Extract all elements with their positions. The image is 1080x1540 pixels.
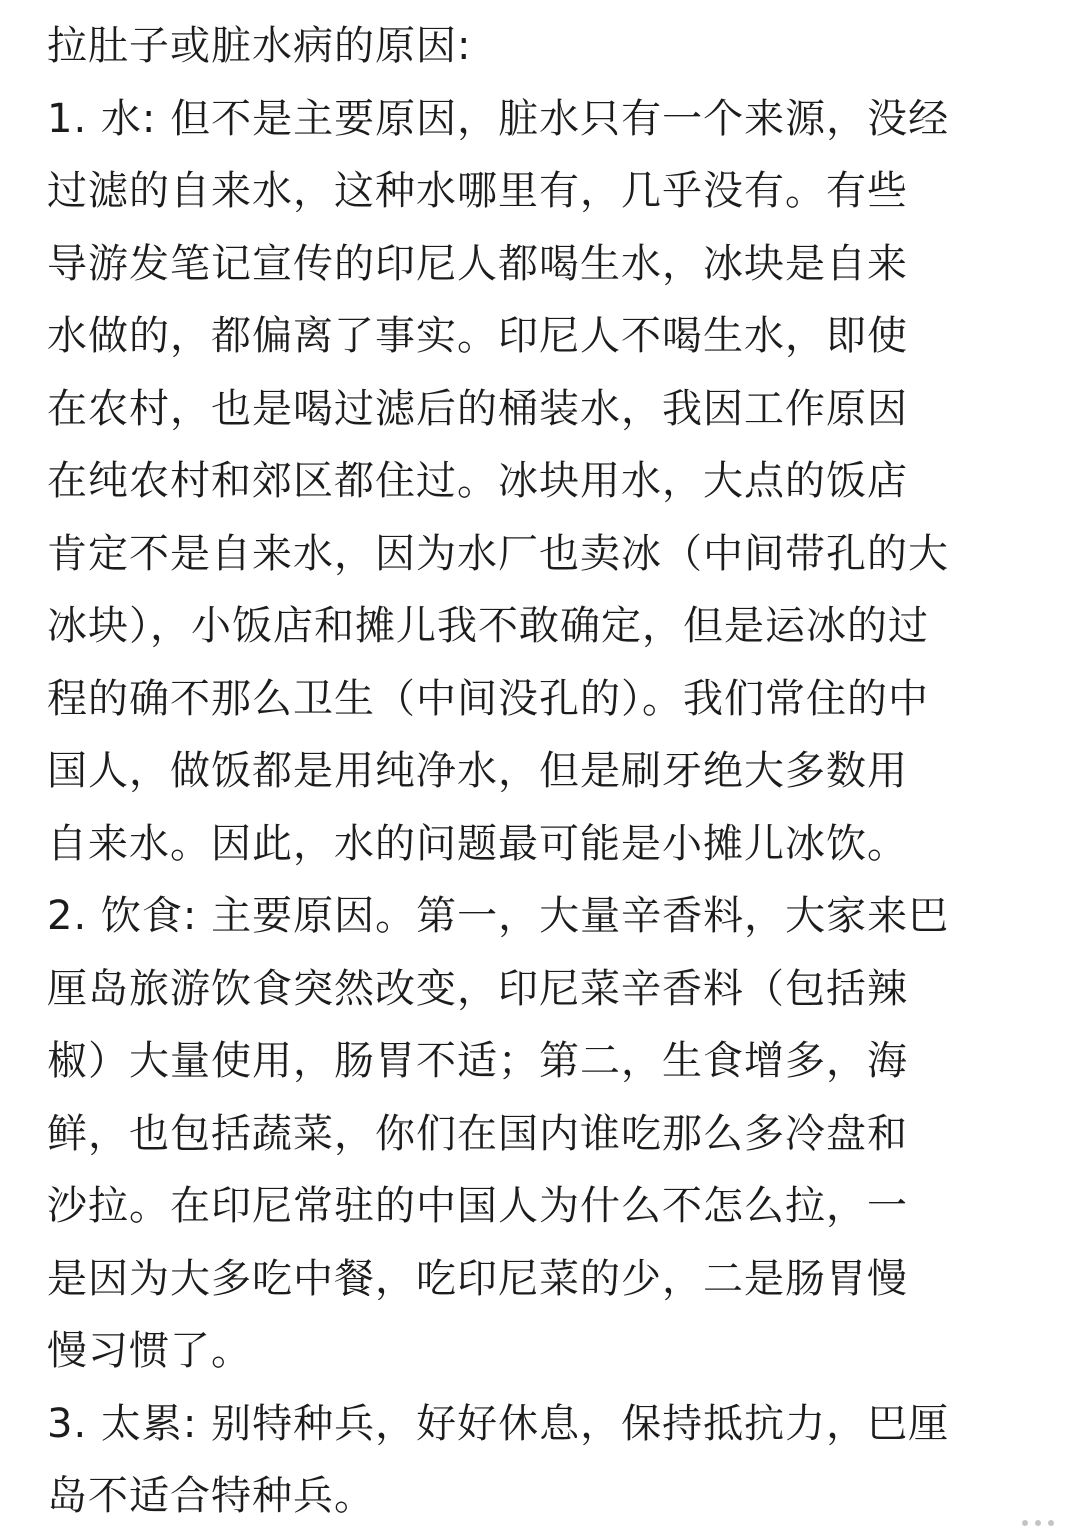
watermark-dots-icon	[1022, 1520, 1054, 1526]
text-line: 2. 饮食: 主要原因。第一，大量辛香料，大家来巴	[47, 893, 950, 939]
text-line: 3. 太累: 别特种兵，好好休息，保持抵抗力，巴厘	[47, 1400, 950, 1447]
section-tired	[47, 1388, 1037, 1533]
text-line: 岛不适合特种兵。	[47, 1473, 375, 1519]
title-line: 拉肚子或脏水病的原因:	[47, 23, 472, 69]
text-line: 鲜，也包括蔬菜，你们在国内谁吃那么多冷盘和	[47, 1110, 908, 1157]
text-line: 是因为大多吃中餐，吃印尼菜的少，二是肠胃慢	[47, 1255, 908, 1302]
text-line: 厘岛旅游饮食突然改变，印尼菜辛香料（包括辣	[47, 965, 908, 1012]
text-line: 在农村，也是喝过滤后的桶装水，我因工作原因	[47, 385, 908, 432]
text-line: 导游发笔记宣传的印尼人都喝生水，冰块是自来	[47, 240, 908, 287]
text-line: 国人，做饭都是用纯净水，但是刷牙绝大多数用	[47, 748, 908, 794]
section-water	[47, 83, 1037, 881]
text-line: 沙拉。在印尼常驻的中国人为什么不怎么拉，一	[47, 1183, 908, 1229]
post-body	[47, 10, 1037, 1533]
text-line: 椒）大量使用，肠胃不适；第二，生食增多，海	[47, 1038, 908, 1084]
text-line: 1. 水: 但不是主要原因，脏水只有一个来源，没经	[47, 95, 950, 142]
post-title	[47, 10, 1037, 83]
text-line: 冰块），小饭店和摊儿我不敢确定，但是运冰的过	[47, 603, 929, 649]
text-line: 程的确不那么卫生（中间没孔的）。我们常住的中	[47, 675, 929, 722]
text-line: 过滤的自来水，这种水哪里有，几乎没有。有些	[47, 168, 908, 214]
text-line: 水做的，都偏离了事实。印尼人不喝生水，即使	[47, 313, 908, 359]
text-line: 自来水。因此，水的问题最可能是小摊儿冰饮。	[47, 820, 908, 867]
text-line: 慢习惯了。	[47, 1328, 252, 1374]
text-line: 肯定不是自来水，因为水厂也卖冰（中间带孔的大	[47, 530, 949, 577]
text-line: 在纯农村和郊区都住过。冰块用水，大点的饭店	[47, 458, 908, 504]
section-diet	[47, 880, 1037, 1388]
